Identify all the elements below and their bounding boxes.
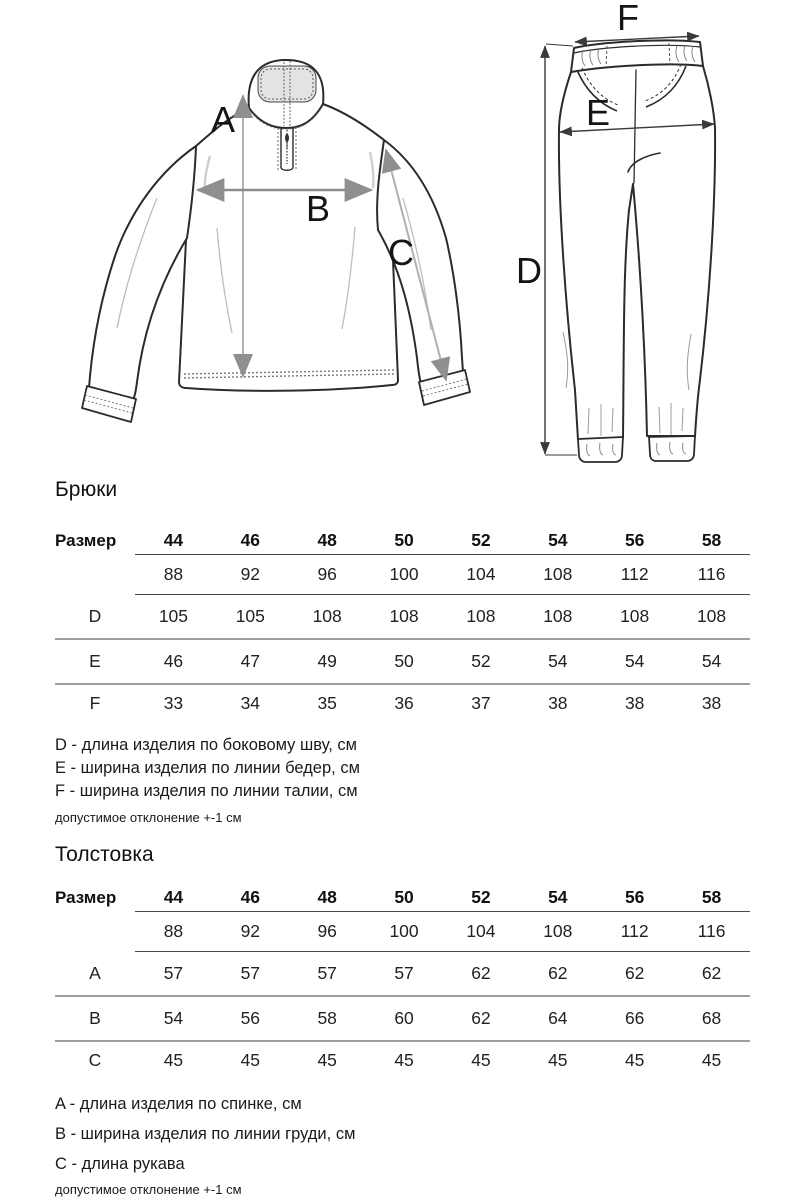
measurement-value: 116 [673, 911, 750, 951]
measurement-value: 96 [289, 911, 366, 951]
size-header-cell: 54 [519, 528, 596, 554]
pants-left-cuff [578, 437, 623, 462]
size-header-cell: 44 [135, 528, 212, 554]
measurement-label [55, 554, 135, 594]
size-header-cell: 48 [289, 885, 366, 911]
size-table-pants [55, 528, 750, 722]
measurement-row [55, 639, 750, 684]
measurement-value: 45 [317, 1050, 337, 1070]
legend-item: E - ширина изделия по линии бедер, см [55, 759, 360, 777]
measurement-value: 56 [212, 996, 289, 1041]
measurement-label: B [55, 996, 135, 1041]
measurement-label: E [55, 639, 135, 684]
size-header-cell: 46 [212, 528, 289, 554]
measurement-value: 116 [673, 554, 750, 594]
measurement-label: A [55, 951, 135, 996]
measurement-row [55, 911, 750, 951]
measurement-label: C [88, 1050, 102, 1070]
sweatshirt-drawing [60, 28, 472, 428]
measurement-value: 45 [240, 1050, 261, 1070]
legend-item: F - ширина изделия по линии талии, см [55, 782, 358, 800]
measurement-value: 34 [240, 693, 261, 713]
measurement-value: 54 [519, 639, 596, 684]
measurement-value: 50 [366, 639, 443, 684]
size-column-header: Размер [55, 888, 117, 907]
measurement-value: 104 [443, 911, 520, 951]
tolerance-note-sweatshirt: допустимое отклонение +-1 см [55, 1182, 242, 1197]
size-header-cell: 58 [673, 528, 750, 554]
measurement-value: 38 [548, 693, 568, 713]
measurement-value: 112 [596, 554, 673, 594]
measurement-value: 38 [701, 693, 722, 713]
legend-item: B - ширина изделия по линии груди, см [55, 1125, 356, 1143]
label-C: C [388, 232, 414, 273]
measurement-value: 100 [366, 554, 443, 594]
measurement-value: 64 [519, 996, 596, 1041]
legend-item: A - длина изделия по спинке, см [55, 1095, 302, 1113]
size-header-cell: 48 [289, 528, 366, 554]
measurement-value: 45 [471, 1050, 491, 1070]
size-header-cell: 54 [519, 885, 596, 911]
measurement-value: 88 [135, 911, 212, 951]
measurement-value: 96 [289, 554, 366, 594]
measurement-value: 108 [366, 594, 443, 639]
measurement-row [55, 594, 750, 639]
measurement-value: 108 [519, 554, 596, 594]
label-F: F [617, 0, 639, 38]
legend-item: C - длина рукава [55, 1155, 185, 1173]
measurement-value: 35 [317, 693, 337, 713]
measurement-value: 104 [443, 554, 520, 594]
measurement-value: 49 [289, 639, 366, 684]
size-header-cell: 52 [443, 885, 520, 911]
label-B: B [305, 188, 331, 229]
measurement-value: 45 [701, 1050, 722, 1070]
measurement-value: 37 [471, 693, 491, 713]
measurement-value: 108 [289, 594, 366, 639]
section-pants [0, 478, 800, 825]
measurement-row [55, 951, 750, 996]
measurement-row [55, 684, 750, 722]
measurement-value: 105 [135, 594, 212, 639]
measurement-value: 62 [443, 996, 520, 1041]
size-header-cell: 56 [596, 528, 673, 554]
legend-item: D - длина изделия по боковому шву, см [55, 736, 357, 754]
measurement-row [55, 996, 750, 1041]
measurement-value: 108 [519, 594, 596, 639]
measurement-value: 92 [212, 554, 289, 594]
measurement-value: 92 [212, 911, 289, 951]
measurement-value: 58 [289, 996, 366, 1041]
measurement-value: 100 [366, 911, 443, 951]
measurement-value: 45 [548, 1050, 568, 1070]
tolerance-note-pants: допустимое отклонение +-1 см [55, 810, 242, 825]
measurement-value: 52 [443, 639, 520, 684]
measurement-value: 57 [135, 951, 212, 996]
measurement-value: 57 [366, 951, 443, 996]
measurement-value: 60 [366, 996, 443, 1041]
measurement-value: 108 [596, 594, 673, 639]
measurement-value: 47 [212, 639, 289, 684]
section-title-pants: Брюки [55, 478, 118, 501]
measurement-value: 108 [673, 594, 750, 639]
measurement-label: F [89, 693, 101, 713]
measurement-row [55, 1041, 750, 1079]
pants-drawing [505, 0, 740, 468]
section-sweatshirt [0, 843, 800, 1197]
label-E: E [585, 92, 611, 133]
measurement-label: D [55, 594, 135, 639]
measurement-value: 68 [673, 996, 750, 1041]
technical-drawings [0, 0, 800, 470]
size-header-cell: 56 [596, 885, 673, 911]
size-header-cell: 50 [366, 528, 443, 554]
measurement-value: 54 [596, 639, 673, 684]
measurement-value: 54 [673, 639, 750, 684]
label-D: D [516, 250, 542, 291]
size-header-cell: 52 [443, 528, 520, 554]
measurement-value: 88 [135, 554, 212, 594]
measurement-row [55, 554, 750, 594]
measurement-value: 108 [519, 911, 596, 951]
size-header-cell: 44 [135, 885, 212, 911]
measurement-value: 45 [394, 1050, 414, 1070]
measurement-value: 38 [624, 693, 645, 713]
measurement-value: 108 [443, 594, 520, 639]
label-A: A [210, 99, 236, 140]
measurement-value: 54 [135, 996, 212, 1041]
measurement-value: 57 [212, 951, 289, 996]
measurement-value: 62 [673, 951, 750, 996]
size-header-cell: 58 [673, 885, 750, 911]
measurement-value: 62 [596, 951, 673, 996]
sweatshirt-collar-opening [258, 66, 316, 102]
measurement-label [55, 911, 135, 951]
measurement-value: 112 [596, 911, 673, 951]
measurement-value: 36 [394, 693, 414, 713]
size-header-cell: 46 [212, 885, 289, 911]
measurement-value: 45 [624, 1050, 645, 1070]
measurement-value: 46 [135, 639, 212, 684]
measurement-value: 62 [519, 951, 596, 996]
measurement-value: 45 [163, 1050, 184, 1070]
measurement-value: 62 [443, 951, 520, 996]
size-table-sweatshirt [55, 885, 750, 1079]
section-title-sweatshirt: Толстовка [55, 843, 154, 866]
size-column-header: Размер [55, 531, 117, 550]
pants-right-cuff [649, 436, 695, 461]
measurement-value: 57 [289, 951, 366, 996]
size-header-cell: 50 [366, 885, 443, 911]
measurement-value: 33 [163, 693, 184, 713]
pants-body [559, 40, 715, 462]
measurement-value: 105 [212, 594, 289, 639]
measurement-value: 66 [596, 996, 673, 1041]
legend-pants [55, 734, 750, 803]
legend-sweatshirt [55, 1089, 750, 1179]
